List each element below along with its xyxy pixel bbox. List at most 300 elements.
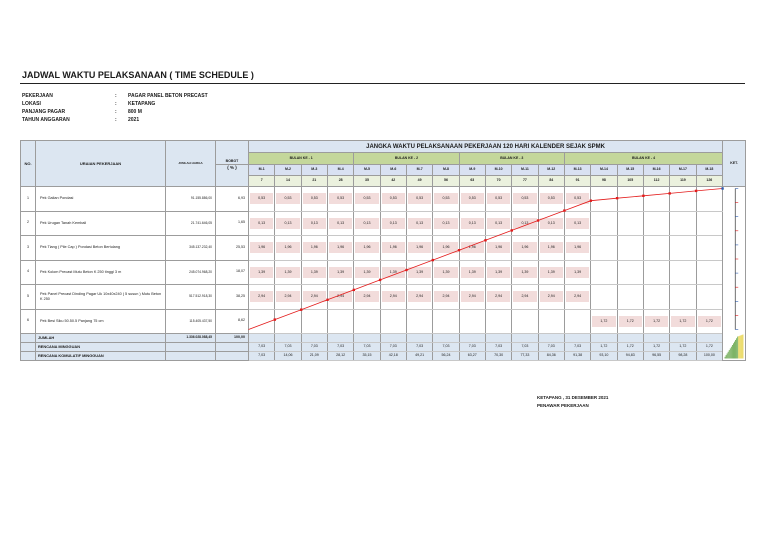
header-uraian: URAIAN PEKERJAAN xyxy=(36,141,166,187)
rencana-komulatif-week: 94,83 xyxy=(617,352,643,361)
week-value: 1,72 xyxy=(671,316,694,327)
week-value xyxy=(698,218,722,229)
week-value: 2,94 xyxy=(329,291,352,302)
task-price: 115.405.437,50 xyxy=(166,309,216,334)
week-value: 1,72 xyxy=(619,316,642,327)
week-cell xyxy=(433,236,459,261)
week-value: 1,96 xyxy=(276,242,299,253)
rencana-komulatif-week: 91,38 xyxy=(564,352,590,361)
rencana-komulatif-number-cell xyxy=(21,352,36,361)
task-row xyxy=(21,211,746,236)
week-cell xyxy=(485,211,511,236)
task-description: Pek Galian Pondasi xyxy=(36,187,166,212)
task-row xyxy=(21,236,746,261)
week-value xyxy=(408,316,431,327)
task-row xyxy=(21,260,746,285)
rencana-mingguan-week: 1,72 xyxy=(617,343,643,352)
week-value: 1,96 xyxy=(250,242,273,253)
week-header: M-16 xyxy=(643,165,669,176)
week-value: 2,94 xyxy=(303,291,326,302)
week-value: 1,39 xyxy=(355,267,378,278)
week-cell xyxy=(617,260,643,285)
week-cell xyxy=(512,309,538,334)
week-cell xyxy=(327,309,353,334)
week-value xyxy=(592,193,615,204)
task-price: 345.137.232,40 xyxy=(166,236,216,261)
week-cell xyxy=(249,260,275,285)
week-value: 2,94 xyxy=(355,291,378,302)
week-header: M-8 xyxy=(433,165,459,176)
week-value xyxy=(619,193,642,204)
day-header: 126 xyxy=(696,176,723,187)
week-cell xyxy=(591,260,617,285)
week-cell xyxy=(696,309,723,334)
week-cell xyxy=(249,285,275,310)
info-value: 2021 xyxy=(128,117,140,123)
week-cell xyxy=(485,260,511,285)
week-value: 1,72 xyxy=(698,316,722,327)
week-value: 0,53 xyxy=(408,193,431,204)
week-cell xyxy=(591,236,617,261)
day-header: 49 xyxy=(406,176,432,187)
week-cell xyxy=(327,211,353,236)
day-header: 70 xyxy=(485,176,511,187)
week-value: 0,53 xyxy=(250,193,273,204)
day-header: 28 xyxy=(327,176,353,187)
week-value: 0,53 xyxy=(461,193,484,204)
week-value: 0,13 xyxy=(461,218,484,229)
week-header: M-10 xyxy=(485,165,511,176)
week-cell xyxy=(670,211,696,236)
week-value xyxy=(329,316,352,327)
week-cell xyxy=(538,236,564,261)
day-header: 7 xyxy=(249,176,275,187)
rencana-komulatif-week: 96,55 xyxy=(643,352,669,361)
week-value xyxy=(619,267,642,278)
week-cell xyxy=(485,285,511,310)
info-label: PANJANG PAGAR xyxy=(22,109,66,115)
task-row xyxy=(21,187,746,212)
week-cell xyxy=(275,211,301,236)
day-header: 63 xyxy=(459,176,485,187)
info-separator: : xyxy=(115,101,117,107)
jumlah-week xyxy=(670,334,696,343)
week-value xyxy=(592,291,615,302)
task-weight: 8,62 xyxy=(216,309,249,334)
week-cell xyxy=(485,309,511,334)
week-cell xyxy=(406,285,432,310)
week-cell xyxy=(433,285,459,310)
header-row-title xyxy=(21,141,746,153)
week-value: 1,96 xyxy=(487,242,510,253)
week-value xyxy=(461,316,484,327)
week-value xyxy=(645,242,668,253)
week-value: 1,39 xyxy=(513,267,536,278)
week-cell xyxy=(485,236,511,261)
rencana-komulatif-label: RENCANA KOMULATIF MINGGUAN xyxy=(36,352,166,361)
signature-role: PENAWAR PEKERJAAN xyxy=(537,403,589,408)
week-cell xyxy=(512,236,538,261)
week-value: 1,39 xyxy=(566,267,589,278)
week-cell xyxy=(354,187,380,212)
week-value xyxy=(434,316,457,327)
week-cell xyxy=(406,187,432,212)
header-bobot-unit: ( % ) xyxy=(216,165,249,187)
week-value xyxy=(566,316,589,327)
week-header: M-15 xyxy=(617,165,643,176)
week-header: M-12 xyxy=(538,165,564,176)
week-value xyxy=(487,316,510,327)
rencana-mingguan-week: 7,03 xyxy=(327,343,353,352)
rencana-komulatif-week: 49,21 xyxy=(406,352,432,361)
task-number: 3 xyxy=(21,236,36,261)
week-cell xyxy=(459,211,485,236)
week-cell xyxy=(564,187,590,212)
week-cell xyxy=(249,211,275,236)
week-header: M-18 xyxy=(696,165,723,176)
week-cell xyxy=(538,309,564,334)
week-cell xyxy=(643,285,669,310)
week-value: 0,13 xyxy=(250,218,273,229)
week-value: 0,53 xyxy=(487,193,510,204)
week-cell xyxy=(380,211,406,236)
week-cell xyxy=(538,211,564,236)
jumlah-week xyxy=(696,334,723,343)
task-description: Pek Kolom Precast Mutu Beton K 250 tinggi 3 m xyxy=(36,260,166,285)
rencana-komulatif-week: 63,27 xyxy=(459,352,485,361)
week-header: M-14 xyxy=(591,165,617,176)
week-value xyxy=(671,193,694,204)
week-cell xyxy=(670,187,696,212)
week-value xyxy=(592,267,615,278)
week-value xyxy=(619,218,642,229)
week-value: 1,39 xyxy=(250,267,273,278)
week-cell xyxy=(354,260,380,285)
week-cell xyxy=(643,187,669,212)
week-value: 0,13 xyxy=(329,218,352,229)
week-header: M-5 xyxy=(354,165,380,176)
rencana-komulatif-week: 35,15 xyxy=(354,352,380,361)
week-cell xyxy=(591,285,617,310)
week-cell xyxy=(327,260,353,285)
task-description: Pek Besi Siku 50.50.5 Panjang 75 cm xyxy=(36,309,166,334)
week-value: 0,13 xyxy=(434,218,457,229)
jumlah-week xyxy=(643,334,669,343)
week-value: 1,96 xyxy=(303,242,326,253)
week-value xyxy=(355,316,378,327)
day-header: 42 xyxy=(380,176,406,187)
info-value: 800 M xyxy=(128,109,142,115)
jumlah-week xyxy=(249,334,275,343)
week-value: 2,94 xyxy=(513,291,536,302)
week-value: 0,13 xyxy=(276,218,299,229)
week-cell xyxy=(459,309,485,334)
jumlah-week xyxy=(275,334,301,343)
week-value: 0,53 xyxy=(434,193,457,204)
jumlah-week xyxy=(538,334,564,343)
week-value: 2,94 xyxy=(408,291,431,302)
rencana-mingguan-week: 1,72 xyxy=(591,343,617,352)
week-header: M-3 xyxy=(301,165,327,176)
info-separator: : xyxy=(115,93,117,99)
info-row-pekerjaan xyxy=(22,92,208,100)
week-cell xyxy=(512,260,538,285)
week-header: M-1 xyxy=(249,165,275,176)
rencana-komulatif-week: 100,00 xyxy=(696,352,723,361)
jumlah-week xyxy=(327,334,353,343)
day-header: 112 xyxy=(643,176,669,187)
jumlah-week xyxy=(406,334,432,343)
week-value: 2,94 xyxy=(566,291,589,302)
week-cell xyxy=(301,211,327,236)
week-cell xyxy=(433,309,459,334)
month-header: BULAN KE - 1 xyxy=(249,153,354,165)
week-value xyxy=(619,242,642,253)
header-no: NO. xyxy=(21,141,36,187)
week-value: 1,39 xyxy=(303,267,326,278)
week-value xyxy=(645,267,668,278)
week-value: 2,94 xyxy=(382,291,405,302)
jumlah-week xyxy=(617,334,643,343)
title-underline xyxy=(20,83,745,84)
rencana-komulatif-week: 7,03 xyxy=(249,352,275,361)
week-value: 0,13 xyxy=(355,218,378,229)
info-row-panjang-pagar xyxy=(22,108,208,116)
rencana-mingguan-week: 7,03 xyxy=(380,343,406,352)
day-header: 91 xyxy=(564,176,590,187)
week-cell xyxy=(512,211,538,236)
week-cell xyxy=(301,260,327,285)
week-value xyxy=(250,316,273,327)
task-weight: 18,07 xyxy=(216,260,249,285)
week-value xyxy=(671,242,694,253)
week-cell xyxy=(275,309,301,334)
jumlah-label: JUMLAH xyxy=(36,334,166,343)
rencana-mingguan-week: 7,03 xyxy=(433,343,459,352)
week-cell xyxy=(275,285,301,310)
week-cell xyxy=(538,187,564,212)
week-cell xyxy=(406,236,432,261)
week-value: 0,13 xyxy=(513,218,536,229)
info-value: PAGAR PANEL BETON PRECAST xyxy=(128,93,208,99)
header-ket: KET. xyxy=(723,141,746,187)
info-row-tahun-anggaran xyxy=(22,116,208,124)
week-value: 0,53 xyxy=(540,193,563,204)
project-info xyxy=(22,92,208,124)
week-cell xyxy=(275,260,301,285)
rencana-mingguan-week: 1,72 xyxy=(670,343,696,352)
week-cell xyxy=(327,187,353,212)
week-value: 2,94 xyxy=(540,291,563,302)
week-value: 1,39 xyxy=(276,267,299,278)
task-number: 6 xyxy=(21,309,36,334)
week-value: 2,94 xyxy=(434,291,457,302)
week-cell xyxy=(617,236,643,261)
info-label: LOKASI xyxy=(22,101,41,107)
rencana-komulatif-week: 77,33 xyxy=(512,352,538,361)
week-value: 2,94 xyxy=(276,291,299,302)
task-weight: 38,25 xyxy=(216,285,249,310)
week-cell xyxy=(696,187,723,212)
week-cell xyxy=(433,211,459,236)
week-value xyxy=(303,316,326,327)
week-cell xyxy=(459,236,485,261)
week-value xyxy=(619,291,642,302)
month-header: BULAN KE - 3 xyxy=(459,153,564,165)
day-header: 35 xyxy=(354,176,380,187)
week-header: M-9 xyxy=(459,165,485,176)
week-header: M-4 xyxy=(327,165,353,176)
week-cell xyxy=(433,187,459,212)
info-value: KETAPANG xyxy=(128,101,156,107)
rencana-mingguan-number-cell xyxy=(21,343,36,352)
info-label: PEKERJAAN xyxy=(22,93,53,99)
header-jumlah-harga: JUMLAH HARGA xyxy=(166,141,216,187)
week-cell xyxy=(433,260,459,285)
week-cell xyxy=(380,309,406,334)
week-cell xyxy=(380,285,406,310)
week-cell xyxy=(354,309,380,334)
week-cell xyxy=(327,285,353,310)
week-cell xyxy=(564,236,590,261)
week-value: 2,94 xyxy=(487,291,510,302)
week-cell xyxy=(249,187,275,212)
week-value: 0,53 xyxy=(276,193,299,204)
week-value xyxy=(513,316,536,327)
rencana-komulatif-price xyxy=(166,352,216,361)
task-row xyxy=(21,285,746,310)
time-schedule-table xyxy=(20,140,746,361)
week-cell xyxy=(696,260,723,285)
week-cell xyxy=(591,187,617,212)
week-value: 1,96 xyxy=(566,242,589,253)
week-value: 0,53 xyxy=(566,193,589,204)
day-header: 14 xyxy=(275,176,301,187)
week-header: M-2 xyxy=(275,165,301,176)
week-value: 0,53 xyxy=(382,193,405,204)
week-value xyxy=(540,316,563,327)
week-cell xyxy=(459,187,485,212)
jumlah-week xyxy=(485,334,511,343)
week-cell xyxy=(538,285,564,310)
task-description: Pek Urugan Tanah Kembali xyxy=(36,211,166,236)
task-weight: 1,65 xyxy=(216,211,249,236)
signature-place-date: KETAPANG , 31 DESEMBER 2021 xyxy=(537,395,609,400)
week-cell xyxy=(354,211,380,236)
document-title: JADWAL WAKTU PELAKSANAAN ( TIME SCHEDULE ) xyxy=(22,70,254,80)
schedule-title: JANGKA WAKTU PELAKSANAAN PEKERJAAN 120 HARI KALENDER SEJAK SPMK xyxy=(249,141,723,153)
week-header: M-6 xyxy=(380,165,406,176)
week-cell xyxy=(538,260,564,285)
week-cell xyxy=(249,236,275,261)
jumlah-number-cell xyxy=(21,334,36,343)
week-cell xyxy=(249,309,275,334)
week-value xyxy=(671,218,694,229)
signature-block xyxy=(537,394,608,410)
week-cell xyxy=(696,211,723,236)
task-number: 2 xyxy=(21,211,36,236)
week-value: 1,96 xyxy=(355,242,378,253)
jumlah-weight: 100,00 xyxy=(216,334,249,343)
week-value xyxy=(382,316,405,327)
week-cell xyxy=(512,187,538,212)
week-cell xyxy=(643,211,669,236)
week-cell xyxy=(354,285,380,310)
rencana-mingguan-week: 7,03 xyxy=(485,343,511,352)
week-cell xyxy=(670,285,696,310)
rencana-mingguan-week: 7,03 xyxy=(406,343,432,352)
day-header: 119 xyxy=(670,176,696,187)
week-value: 1,96 xyxy=(434,242,457,253)
jumlah-week xyxy=(459,334,485,343)
week-cell xyxy=(564,211,590,236)
week-value xyxy=(276,316,299,327)
week-cell xyxy=(485,187,511,212)
week-header: M-13 xyxy=(564,165,590,176)
week-value: 1,39 xyxy=(408,267,431,278)
rencana-komulatif-weight xyxy=(216,352,249,361)
task-price: 517.512.918,30 xyxy=(166,285,216,310)
rencana-komulatif-week: 21,09 xyxy=(301,352,327,361)
ket-cell xyxy=(723,187,746,361)
week-cell xyxy=(406,260,432,285)
info-separator: : xyxy=(115,117,117,123)
week-cell xyxy=(617,187,643,212)
day-header: 105 xyxy=(617,176,643,187)
jumlah-week xyxy=(591,334,617,343)
week-value: 0,13 xyxy=(408,218,431,229)
rencana-mingguan-weight xyxy=(216,343,249,352)
task-description: Pek Panel Precast Dinding Pagar Uk 10x40x240 ( 5 susun ) Mutu Beton K 250 xyxy=(36,285,166,310)
week-cell xyxy=(459,285,485,310)
week-cell xyxy=(617,285,643,310)
week-cell xyxy=(512,285,538,310)
week-cell xyxy=(406,211,432,236)
week-cell xyxy=(643,260,669,285)
week-value: 0,53 xyxy=(329,193,352,204)
week-value: 0,53 xyxy=(513,193,536,204)
rencana-mingguan-week: 7,03 xyxy=(564,343,590,352)
week-value: 0,53 xyxy=(355,193,378,204)
week-cell xyxy=(564,309,590,334)
week-header: M-11 xyxy=(512,165,538,176)
rencana-mingguan-week: 7,03 xyxy=(354,343,380,352)
rencana-mingguan-row xyxy=(21,343,746,352)
day-header: 21 xyxy=(301,176,327,187)
rencana-komulatif-week: 93,10 xyxy=(591,352,617,361)
rencana-mingguan-week: 7,03 xyxy=(512,343,538,352)
task-weight: 25,53 xyxy=(216,236,249,261)
task-description: Pek Tiang ( Pile Cap ) Pondasi Beton Bertulang xyxy=(36,236,166,261)
week-cell xyxy=(380,187,406,212)
week-cell xyxy=(354,236,380,261)
week-value: 1,39 xyxy=(329,267,352,278)
jumlah-week xyxy=(301,334,327,343)
rencana-komulatif-week: 28,12 xyxy=(327,352,353,361)
week-value: 1,96 xyxy=(329,242,352,253)
info-label: TAHUN ANGGARAN xyxy=(22,117,70,123)
day-header: 56 xyxy=(433,176,459,187)
rencana-komulatif-week: 56,24 xyxy=(433,352,459,361)
week-cell xyxy=(301,236,327,261)
week-cell xyxy=(696,236,723,261)
jumlah-week xyxy=(380,334,406,343)
week-cell xyxy=(301,309,327,334)
week-cell xyxy=(696,285,723,310)
week-header: M-17 xyxy=(670,165,696,176)
task-number: 1 xyxy=(21,187,36,212)
week-cell xyxy=(406,309,432,334)
